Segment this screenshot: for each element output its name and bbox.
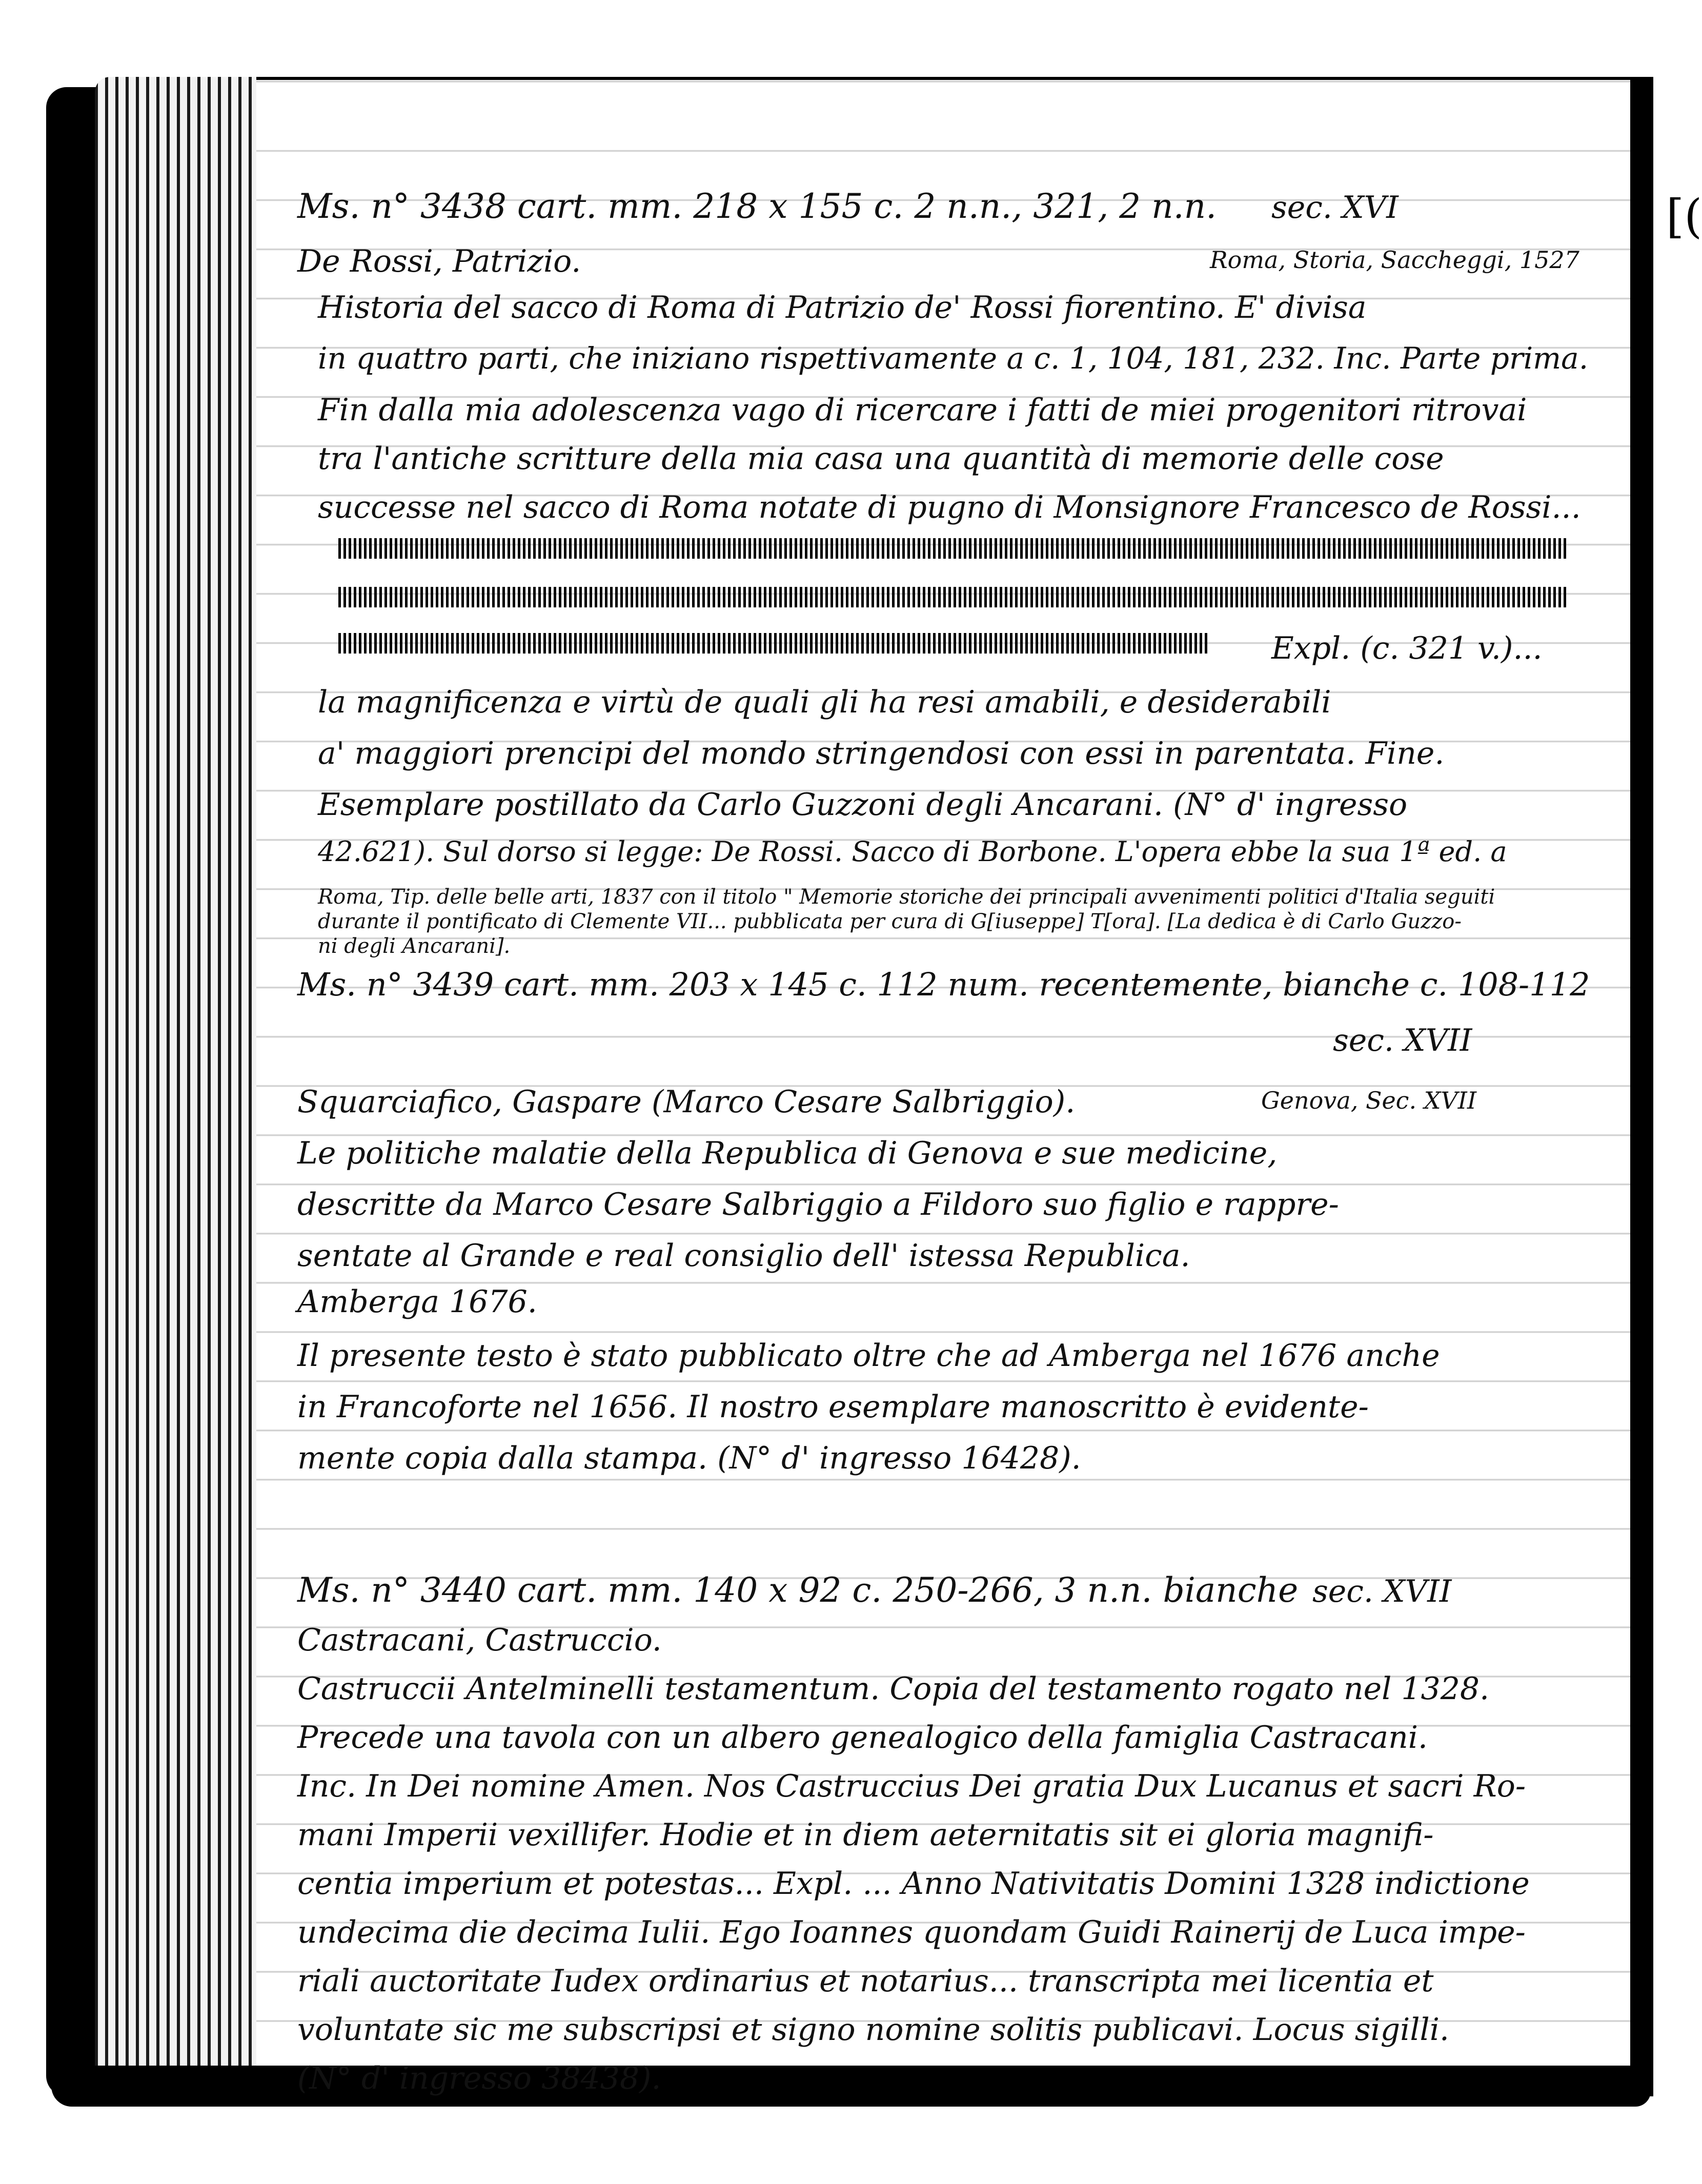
entry-line: successe nel sacco di Roma notate di pugno di Monsignore Francesco de Rossi... bbox=[318, 489, 1581, 525]
entry-line: Fin dalla mia adolescenza vago di ricercare i fatti de miei progenitori ritrovai bbox=[318, 392, 1527, 428]
entry-line: Esemplare postillato da Carlo Guzzoni degli Ancarani. (N° d' ingresso bbox=[318, 787, 1408, 823]
entry-note: Roma, Tip. delle belle arti, 1837 con il titolo " Memorie storiche dei principali avvenimenti politici d'Italia seguiti bbox=[318, 885, 1495, 909]
entry-author: Squarciafico, Gaspare (Marco Cesare Salbriggio). bbox=[297, 1084, 1076, 1120]
page-top-border bbox=[256, 77, 1630, 80]
entry-author: Castracani, Castruccio. bbox=[297, 1622, 662, 1658]
entry-line: in Francoforte nel 1656. Il nostro esemplare manoscritto è evidente- bbox=[297, 1389, 1369, 1425]
entry-line: Castruccii Antelminelli testamentum. Copia del testamento rogato nel 1328. bbox=[297, 1671, 1490, 1707]
entry-subject: Genova, Sec. XVII bbox=[1261, 1087, 1476, 1114]
entry-line: in quattro parti, che iniziano rispettivamente a c. 1, 104, 181, 232. Inc. Parte prima. bbox=[318, 341, 1589, 376]
entry-note: durante il pontificato di Clemente VII... pubblicata per cura di G[iuseppe] T[ora]. [La dedica è di Carlo Guzzo- bbox=[318, 910, 1462, 933]
entry-heading: Ms. n° 3439 cart. mm. 203 x 145 c. 112 num. recentemente, bianche c. 108-112 bbox=[297, 966, 1590, 1003]
entry-line: mani Imperii vexillifer. Hodie et in diem aeternitatis sit ei gloria magnifi- bbox=[297, 1817, 1434, 1853]
entry-line: Inc. In Dei nomine Amen. Nos Castruccius Dei gratia Dux Lucanus et sacri Ro- bbox=[297, 1768, 1526, 1804]
entry-line: tra l'antiche scritture della mia casa una quantità di memorie delle cose bbox=[318, 441, 1444, 477]
entry-line: undecima die decima Iulii. Ego Ioannes quondam Guidi Rainerij de Luca impe- bbox=[297, 1914, 1526, 1950]
entry-line: la magnificenza e virtù de quali gli ha resi amabili, e desiderabili bbox=[318, 684, 1331, 720]
entry-line: 42.621). Sul dorso si legge: De Rossi. Sacco di Borbone. L'opera ebbe la sua 1ª ed. a bbox=[318, 835, 1507, 868]
entry-line: sentate al Grande e real consiglio dell' istessa Republica. bbox=[297, 1238, 1190, 1274]
page-edges bbox=[95, 77, 259, 2101]
entry-subject: Roma, Storia, Saccheggi, 1527 bbox=[1210, 246, 1579, 274]
entry-line: a' maggiori prencipi del mondo stringendosi con essi in parentata. Fine. bbox=[318, 736, 1445, 771]
entry-note: ni degli Ancarani]. bbox=[318, 934, 511, 958]
margin-mark: [( bbox=[1666, 190, 1702, 243]
entry-line: mente copia dalla stampa. (N° d' ingresso 16428). bbox=[297, 1440, 1081, 1476]
entry-century: sec. XVII bbox=[1312, 1574, 1452, 1609]
struck-out-text bbox=[338, 633, 1210, 654]
entry-line: Amberga 1676. bbox=[297, 1284, 537, 1320]
entry-line: riali auctoritate Iudex ordinarius et notarius... transcripta mei licentia et bbox=[297, 1963, 1434, 1999]
entry-line: centia imperium et potestas... Expl. ... Anno Nativitatis Domini 1328 indictione bbox=[297, 1866, 1530, 1902]
entry-line: Il presente testo è stato pubblicato oltre che ad Amberga nel 1676 anche bbox=[297, 1338, 1440, 1374]
entry-line: Le politiche malatie della Republica di Genova e sue medicine, bbox=[297, 1135, 1278, 1171]
book-edge bbox=[0, 0, 256, 2184]
entry-century: sec. XVII bbox=[1333, 1023, 1472, 1058]
entry-heading: Ms. n° 3438 cart. mm. 218 x 155 c. 2 n.n., 321, 2 n.n. bbox=[297, 187, 1217, 226]
struck-out-text bbox=[338, 587, 1569, 607]
entry-line: descritte da Marco Cesare Salbriggio a Fildoro suo figlio e rappre- bbox=[297, 1187, 1339, 1222]
entry-century: sec. XVI bbox=[1271, 190, 1399, 226]
entry-line: voluntate sic me subscripsi et signo nomine solitis publicavi. Locus sigilli. bbox=[297, 2012, 1449, 2048]
entry-line: Expl. (c. 321 v.)... bbox=[1271, 630, 1543, 666]
entry-line: Precede una tavola con un albero genealogico della famiglia Castracani. bbox=[297, 1720, 1428, 1756]
entry-author: De Rossi, Patrizio. bbox=[297, 243, 581, 279]
entry-line: Historia del sacco di Roma di Patrizio de' Rossi fiorentino. E' divisa bbox=[318, 290, 1367, 325]
book-cover-edge bbox=[46, 87, 97, 2096]
struck-out-text bbox=[338, 538, 1569, 559]
right-page-edge bbox=[1630, 77, 1653, 2096]
entry-heading: Ms. n° 3440 cart. mm. 140 x 92 c. 250-266, 3 n.n. bianche bbox=[297, 1570, 1299, 1610]
book-bottom-edge bbox=[51, 2066, 1651, 2107]
entry-line: (N° d' ingresso 38438). bbox=[297, 2060, 661, 2096]
